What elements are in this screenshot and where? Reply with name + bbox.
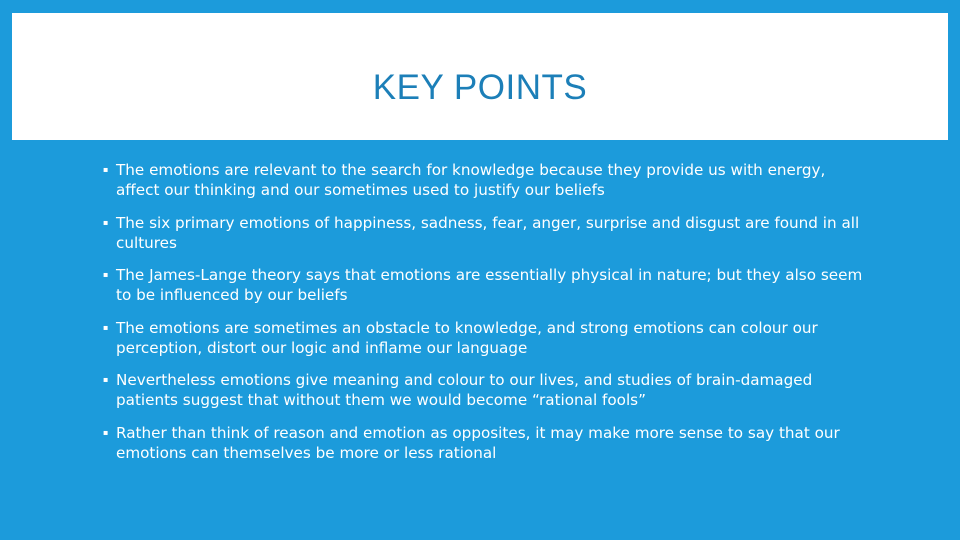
bullet-item [95, 370, 870, 410]
bullet-item [95, 318, 870, 358]
bullet-text: The emotions are relevant to the search for knowledge because they provide us with energy, affect our thinking and our sometimes used to justify our beliefs [116, 161, 826, 199]
bullet-item [95, 265, 870, 305]
bullet-item [95, 160, 870, 200]
bullet-list [95, 160, 870, 475]
bullet-icon: ▪ [103, 322, 109, 332]
bullet-item [95, 213, 870, 253]
slide-title: KEY POINTS [372, 68, 588, 107]
bullet-text: The six primary emotions of happiness, sadness, fear, anger, surprise and disgust are found in all cultures [116, 213, 860, 252]
bullet-icon: ▪ [103, 217, 109, 227]
bullet-icon: ▪ [103, 427, 109, 437]
bullet-text: The James-Lange theory says that emotions are essentially physical in nature; but they also seem to be influenced by our beliefs [116, 266, 863, 304]
bullet-text: Rather than think of reason and emotion as opposites, it may make more sense to say that our emotions can themselves be more or less rational [116, 423, 840, 462]
title-panel [12, 13, 948, 140]
bullet-text: Nevertheless emotions give meaning and colour to our lives, and studies of brain-damaged patients suggest that without them we would become “rational fools” [116, 371, 813, 409]
bullet-icon: ▪ [103, 375, 109, 384]
bullet-icon: ▪ [103, 270, 109, 279]
bullet-text: The emotions are sometimes an obstacle to knowledge, and strong emotions can colour our perception, distort our logic and inflame our language [116, 318, 818, 357]
bullet-item [95, 423, 870, 463]
bullet-icon: ▪ [103, 165, 109, 174]
